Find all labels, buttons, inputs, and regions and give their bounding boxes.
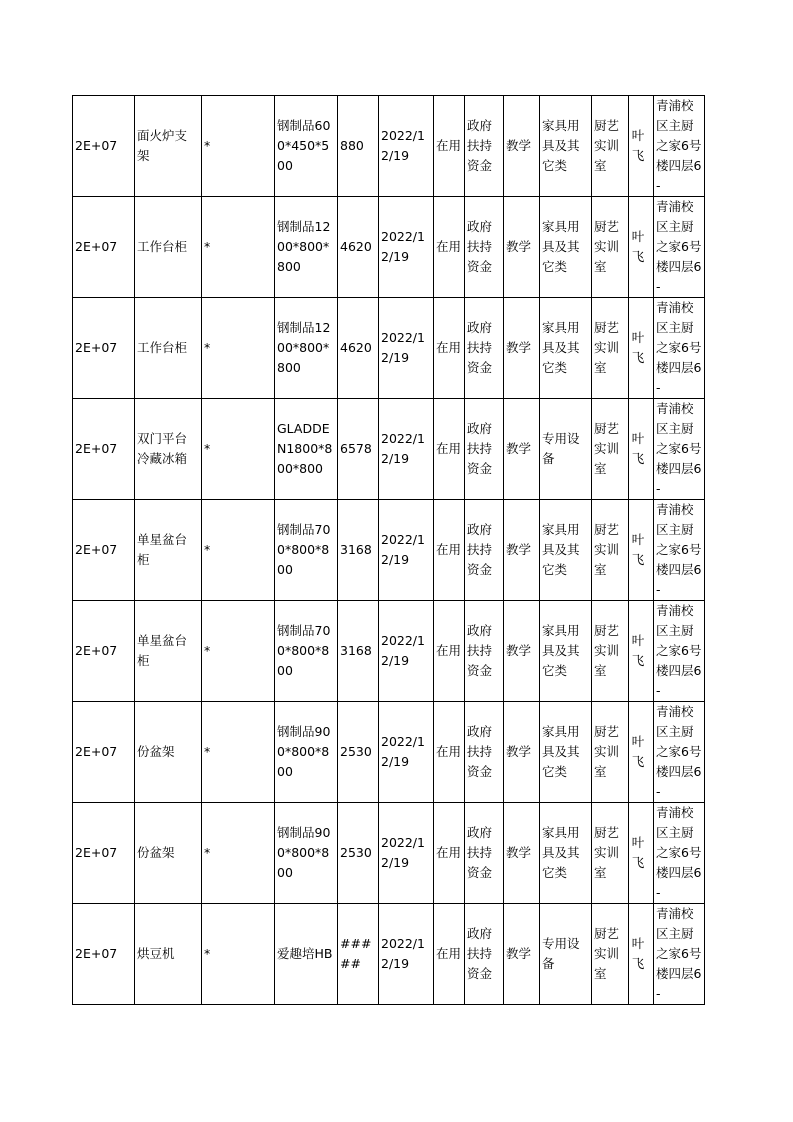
usage-cell: 教学 bbox=[504, 601, 540, 702]
funding-cell: 政府扶持资金 bbox=[465, 702, 504, 803]
model-cell: 爱趣培HB bbox=[275, 904, 338, 1005]
table-row bbox=[73, 399, 705, 500]
date-cell: 2022/12/19 bbox=[379, 197, 434, 298]
location-cell: 青浦校区主厨之家6号楼四层6- bbox=[654, 601, 705, 702]
dept-cell: 厨艺实训室 bbox=[592, 96, 629, 197]
asset-name-cell: 份盆架 bbox=[135, 702, 202, 803]
model-cell: 钢制品600*450*500 bbox=[275, 96, 338, 197]
asset-code-cell: 2E+07 bbox=[73, 298, 135, 399]
keeper-cell bbox=[629, 702, 654, 803]
asset-code-cell: 2E+07 bbox=[73, 702, 135, 803]
spec-mark-cell: * bbox=[202, 298, 275, 399]
spec-mark-cell: * bbox=[202, 601, 275, 702]
keeper-text: 叶飞 bbox=[631, 431, 645, 466]
model-cell: 钢制品900*800*800 bbox=[275, 803, 338, 904]
model-cell: GLADDEN1800*800*800 bbox=[275, 399, 338, 500]
table-row bbox=[73, 601, 705, 702]
price-cell: 3168 bbox=[338, 500, 379, 601]
category-cell: 家具用具及其它类 bbox=[540, 298, 592, 399]
keeper-text: 叶飞 bbox=[631, 128, 645, 163]
asset-name-cell: 单星盆台柜 bbox=[135, 500, 202, 601]
table-row bbox=[73, 96, 705, 197]
keeper-text: 叶飞 bbox=[631, 633, 645, 668]
keeper-cell bbox=[629, 803, 654, 904]
keeper-cell bbox=[629, 601, 654, 702]
funding-cell: 政府扶持资金 bbox=[465, 500, 504, 601]
category-cell: 家具用具及其它类 bbox=[540, 803, 592, 904]
category-cell: 专用设备 bbox=[540, 904, 592, 1005]
keeper-cell bbox=[629, 904, 654, 1005]
date-cell: 2022/12/19 bbox=[379, 803, 434, 904]
status-cell: 在用 bbox=[434, 601, 465, 702]
status-cell: 在用 bbox=[434, 96, 465, 197]
usage-cell: 教学 bbox=[504, 96, 540, 197]
price-cell: 2530 bbox=[338, 803, 379, 904]
table-body bbox=[73, 96, 705, 1005]
funding-cell: 政府扶持资金 bbox=[465, 399, 504, 500]
keeper-cell bbox=[629, 298, 654, 399]
asset-code-cell: 2E+07 bbox=[73, 197, 135, 298]
status-cell: 在用 bbox=[434, 399, 465, 500]
spec-mark-cell: * bbox=[202, 702, 275, 803]
location-cell: 青浦校区主厨之家6号楼四层6- bbox=[654, 399, 705, 500]
keeper-text: 叶飞 bbox=[631, 330, 645, 365]
asset-name-cell: 工作台柜 bbox=[135, 298, 202, 399]
asset-name-cell: 工作台柜 bbox=[135, 197, 202, 298]
date-cell: 2022/12/19 bbox=[379, 702, 434, 803]
price-cell: ##### bbox=[338, 904, 379, 1005]
keeper-text: 叶飞 bbox=[631, 936, 645, 971]
keeper-text: 叶飞 bbox=[631, 532, 645, 567]
asset-table bbox=[72, 95, 705, 1005]
asset-name-cell: 烘豆机 bbox=[135, 904, 202, 1005]
spec-mark-cell: * bbox=[202, 803, 275, 904]
table-row bbox=[73, 500, 705, 601]
dept-cell: 厨艺实训室 bbox=[592, 500, 629, 601]
price-cell: 6578 bbox=[338, 399, 379, 500]
date-cell: 2022/12/19 bbox=[379, 601, 434, 702]
asset-code-cell: 2E+07 bbox=[73, 500, 135, 601]
spec-mark-cell: * bbox=[202, 399, 275, 500]
usage-cell: 教学 bbox=[504, 803, 540, 904]
funding-cell: 政府扶持资金 bbox=[465, 803, 504, 904]
spec-mark-cell: * bbox=[202, 197, 275, 298]
price-cell: 4620 bbox=[338, 298, 379, 399]
spec-mark-cell: * bbox=[202, 96, 275, 197]
usage-cell: 教学 bbox=[504, 197, 540, 298]
asset-code-cell: 2E+07 bbox=[73, 96, 135, 197]
dept-cell: 厨艺实训室 bbox=[592, 803, 629, 904]
funding-cell: 政府扶持资金 bbox=[465, 298, 504, 399]
dept-cell: 厨艺实训室 bbox=[592, 904, 629, 1005]
location-cell: 青浦校区主厨之家6号楼四层6- bbox=[654, 904, 705, 1005]
location-cell: 青浦校区主厨之家6号楼四层6- bbox=[654, 500, 705, 601]
dept-cell: 厨艺实训室 bbox=[592, 197, 629, 298]
usage-cell: 教学 bbox=[504, 904, 540, 1005]
location-cell: 青浦校区主厨之家6号楼四层6- bbox=[654, 702, 705, 803]
table-row bbox=[73, 904, 705, 1005]
category-cell: 家具用具及其它类 bbox=[540, 197, 592, 298]
keeper-cell bbox=[629, 399, 654, 500]
usage-cell: 教学 bbox=[504, 298, 540, 399]
usage-cell: 教学 bbox=[504, 399, 540, 500]
date-cell: 2022/12/19 bbox=[379, 500, 434, 601]
keeper-cell bbox=[629, 500, 654, 601]
keeper-text: 叶飞 bbox=[631, 229, 645, 264]
spec-mark-cell: * bbox=[202, 904, 275, 1005]
model-cell: 钢制品700*800*800 bbox=[275, 601, 338, 702]
category-cell: 家具用具及其它类 bbox=[540, 96, 592, 197]
usage-cell: 教学 bbox=[504, 500, 540, 601]
status-cell: 在用 bbox=[434, 702, 465, 803]
dept-cell: 厨艺实训室 bbox=[592, 298, 629, 399]
spec-mark-cell: * bbox=[202, 500, 275, 601]
status-cell: 在用 bbox=[434, 197, 465, 298]
keeper-cell bbox=[629, 197, 654, 298]
asset-name-cell: 面火炉支架 bbox=[135, 96, 202, 197]
status-cell: 在用 bbox=[434, 803, 465, 904]
asset-code-cell: 2E+07 bbox=[73, 904, 135, 1005]
status-cell: 在用 bbox=[434, 298, 465, 399]
location-cell: 青浦校区主厨之家6号楼四层6- bbox=[654, 298, 705, 399]
asset-code-cell: 2E+07 bbox=[73, 803, 135, 904]
dept-cell: 厨艺实训室 bbox=[592, 702, 629, 803]
category-cell: 家具用具及其它类 bbox=[540, 702, 592, 803]
location-cell: 青浦校区主厨之家6号楼四层6- bbox=[654, 803, 705, 904]
table-row bbox=[73, 803, 705, 904]
keeper-cell bbox=[629, 96, 654, 197]
funding-cell: 政府扶持资金 bbox=[465, 197, 504, 298]
date-cell: 2022/12/19 bbox=[379, 399, 434, 500]
dept-cell: 厨艺实训室 bbox=[592, 399, 629, 500]
category-cell: 家具用具及其它类 bbox=[540, 500, 592, 601]
asset-code-cell: 2E+07 bbox=[73, 399, 135, 500]
funding-cell: 政府扶持资金 bbox=[465, 96, 504, 197]
price-cell: 2530 bbox=[338, 702, 379, 803]
asset-name-cell: 双门平台冷藏冰箱 bbox=[135, 399, 202, 500]
price-cell: 880 bbox=[338, 96, 379, 197]
asset-name-cell: 单星盆台柜 bbox=[135, 601, 202, 702]
date-cell: 2022/12/19 bbox=[379, 298, 434, 399]
status-cell: 在用 bbox=[434, 500, 465, 601]
price-cell: 3168 bbox=[338, 601, 379, 702]
location-cell: 青浦校区主厨之家6号楼四层6- bbox=[654, 197, 705, 298]
keeper-text: 叶飞 bbox=[631, 835, 645, 870]
usage-cell: 教学 bbox=[504, 702, 540, 803]
location-cell: 青浦校区主厨之家6号楼四层6- bbox=[654, 96, 705, 197]
table-row bbox=[73, 298, 705, 399]
category-cell: 家具用具及其它类 bbox=[540, 601, 592, 702]
table-row bbox=[73, 197, 705, 298]
asset-code-cell: 2E+07 bbox=[73, 601, 135, 702]
status-cell: 在用 bbox=[434, 904, 465, 1005]
model-cell: 钢制品1200*800*800 bbox=[275, 197, 338, 298]
price-cell: 4620 bbox=[338, 197, 379, 298]
funding-cell: 政府扶持资金 bbox=[465, 904, 504, 1005]
model-cell: 钢制品900*800*800 bbox=[275, 702, 338, 803]
table-row bbox=[73, 702, 705, 803]
asset-name-cell: 份盆架 bbox=[135, 803, 202, 904]
funding-cell: 政府扶持资金 bbox=[465, 601, 504, 702]
date-cell: 2022/12/19 bbox=[379, 96, 434, 197]
category-cell: 专用设备 bbox=[540, 399, 592, 500]
date-cell: 2022/12/19 bbox=[379, 904, 434, 1005]
dept-cell: 厨艺实训室 bbox=[592, 601, 629, 702]
keeper-text: 叶飞 bbox=[631, 734, 645, 769]
model-cell: 钢制品1200*800*800 bbox=[275, 298, 338, 399]
model-cell: 钢制品700*800*800 bbox=[275, 500, 338, 601]
